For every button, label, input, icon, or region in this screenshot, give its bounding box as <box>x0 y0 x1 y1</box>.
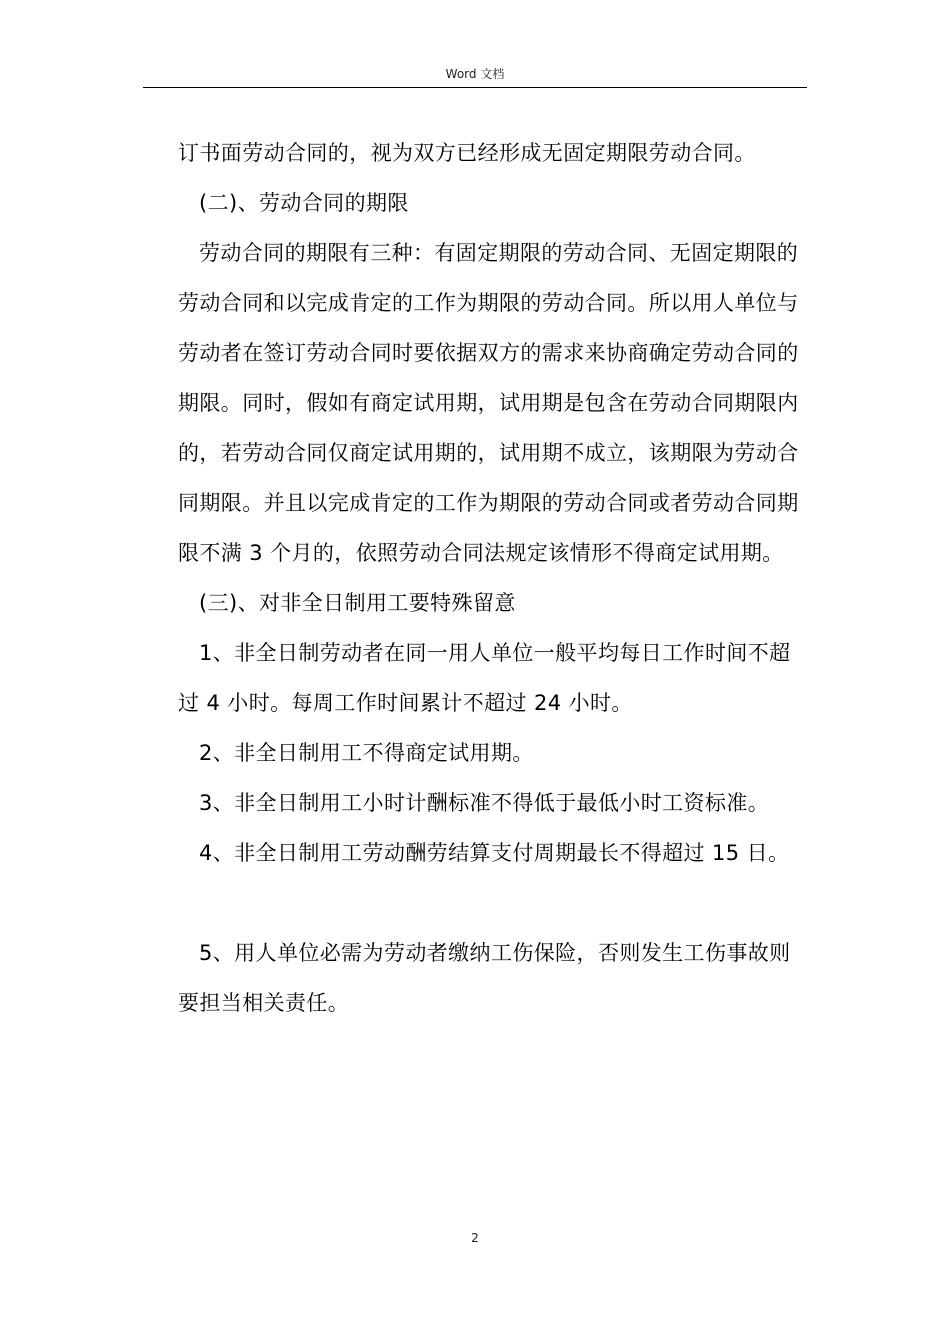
page-number: 2 <box>471 1231 479 1245</box>
paragraph-continuation: 订书面劳动合同的，视为双方已经形成无固定期限劳动合同。 <box>178 141 756 165</box>
list-item-1: 1、非全日制劳动者在同一用人单位一般平均每日工作时间不超过 4 小时。每周工作时间累计不超过 24 小时。 <box>178 641 791 715</box>
section-heading-2: (二)、劳动合同的期限 <box>199 191 409 215</box>
section-heading-3: (三)、对非全日制用工要特殊留意 <box>199 591 516 615</box>
list-item-4: 4、非全日制用工劳动酬劳结算支付周期最长不得超过 15 日。 <box>199 841 790 865</box>
document-body <box>178 128 806 1028</box>
list-item-3: 3、非全日制用工小时计酬标准不得低于最低小时工资标准。 <box>199 791 770 815</box>
paragraph-contract-term: 劳动合同的期限有三种：有固定期限的劳动合同、无固定期限的劳动合同和以完成肯定的工作为期限的劳动合同。所以用人单位与劳动者在签订劳动合同时要依据双方的需求来协商确定劳动合同的期限。同时，假如有商定试用期，试用期是包含在劳动合同期限内的，若劳动合同仅商定试用期的，试用期不成立，该期限为劳动合同期限。并且以完成肯定的工作为期限的劳动合同或者劳动合同期限不满 3 个月的，依照劳动合同法规定该情形不得商定试用期。 <box>178 241 799 565</box>
list-item-5: 5、用人单位必需为劳动者缴纳工伤保险，否则发生工伤事故则要担当相关责任。 <box>178 941 791 1015</box>
page-header: Word 文档 <box>445 67 505 81</box>
header-divider <box>143 87 807 88</box>
list-item-2: 2、非全日制用工不得商定试用期。 <box>199 741 534 765</box>
paragraph-spacer <box>178 878 806 928</box>
